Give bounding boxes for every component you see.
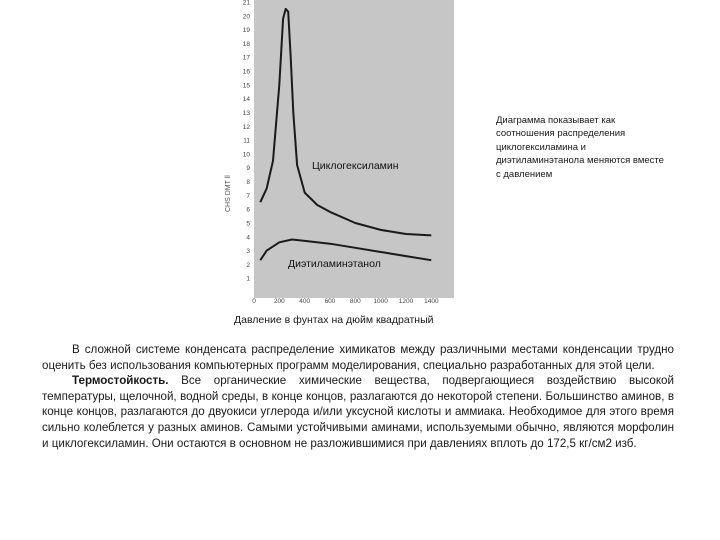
curve-label-cyclohexylamine: Циклогексиламин: [312, 160, 399, 172]
y-tick-label: 14: [242, 96, 250, 104]
y-tick-label: 21: [242, 0, 250, 7]
body-text: [42, 342, 674, 451]
y-tick-label: 6: [246, 206, 250, 214]
figure-caption-note: Диаграмма показывает как соотношения распределения циклогексиламина и диэтиламинэтанола меняются вместе с давлением: [496, 115, 664, 180]
x-tick-label: 600: [324, 298, 336, 305]
x-tick-label: 400: [299, 298, 311, 305]
y-tick-label: 4: [246, 234, 250, 242]
x-axis-label: Давление в фунтах на дюйм квадратный: [234, 314, 434, 326]
y-tick-label: 18: [242, 40, 250, 48]
y-tick-label: 2: [246, 261, 250, 269]
y-tick-label: 13: [242, 109, 250, 117]
y-tick-label: 5: [246, 220, 250, 228]
y-tick-label: 3: [246, 248, 250, 256]
paragraph-2: [42, 373, 674, 451]
y-tick-label: 11: [243, 137, 250, 145]
y-tick-label: 20: [242, 13, 250, 21]
plot-background: [254, 0, 454, 298]
x-tick-label: 800: [349, 298, 361, 305]
y-axis-label: CHS DMT ll: [225, 175, 232, 212]
x-tick-label: 1400: [424, 298, 439, 305]
y-tick-label: 19: [242, 27, 250, 35]
paragraph-1-text: В сложной системе конденсата распределение химикатов между различными местами конденсации трудно оценить без использования компьютерных программ моделирования, специально разработанных для этой цели.: [42, 343, 674, 372]
y-tick-label: 7: [246, 192, 250, 200]
y-tick-label: 1: [246, 275, 250, 283]
y-tick-label: 8: [246, 179, 250, 187]
x-tick-label: 1200: [398, 298, 414, 305]
y-tick-label: 16: [242, 68, 250, 76]
paragraph-2-heading: Термостойкость.: [72, 374, 169, 388]
x-tick-label: 1000: [373, 298, 388, 305]
y-tick-label: 9: [246, 165, 250, 173]
y-tick-label: 15: [242, 82, 250, 90]
paragraph-1: [42, 342, 674, 373]
paragraph-2-text: Все органические химические вещества, подвергающиеся воздействию высокой температуры, щелочной, водной среды, в конце концов, разлагаются до некоторой степени. Большинство аминов, в конце концов, разлагаются до двуокиси углерода и/или уксусной кислоты и аммиака. Необходимое для этого время сильно колеблется у разных аминов. Самыми устойчивыми аминами, используемыми обычно, являются морфолин и циклогексиламин. Они остаются в основном не разложившимися при давлениях вплоть до 172,5 кг/см2 изб.: [42, 374, 674, 450]
curve-label-diethylaminoethanol: Диэтиламинэтанол: [288, 258, 381, 270]
x-tick-label: 200: [273, 298, 285, 305]
y-tick-label: 17: [242, 54, 250, 62]
x-tick-label: 0: [252, 298, 256, 305]
y-tick-label: 10: [242, 151, 250, 159]
y-tick-label: 12: [242, 123, 250, 131]
